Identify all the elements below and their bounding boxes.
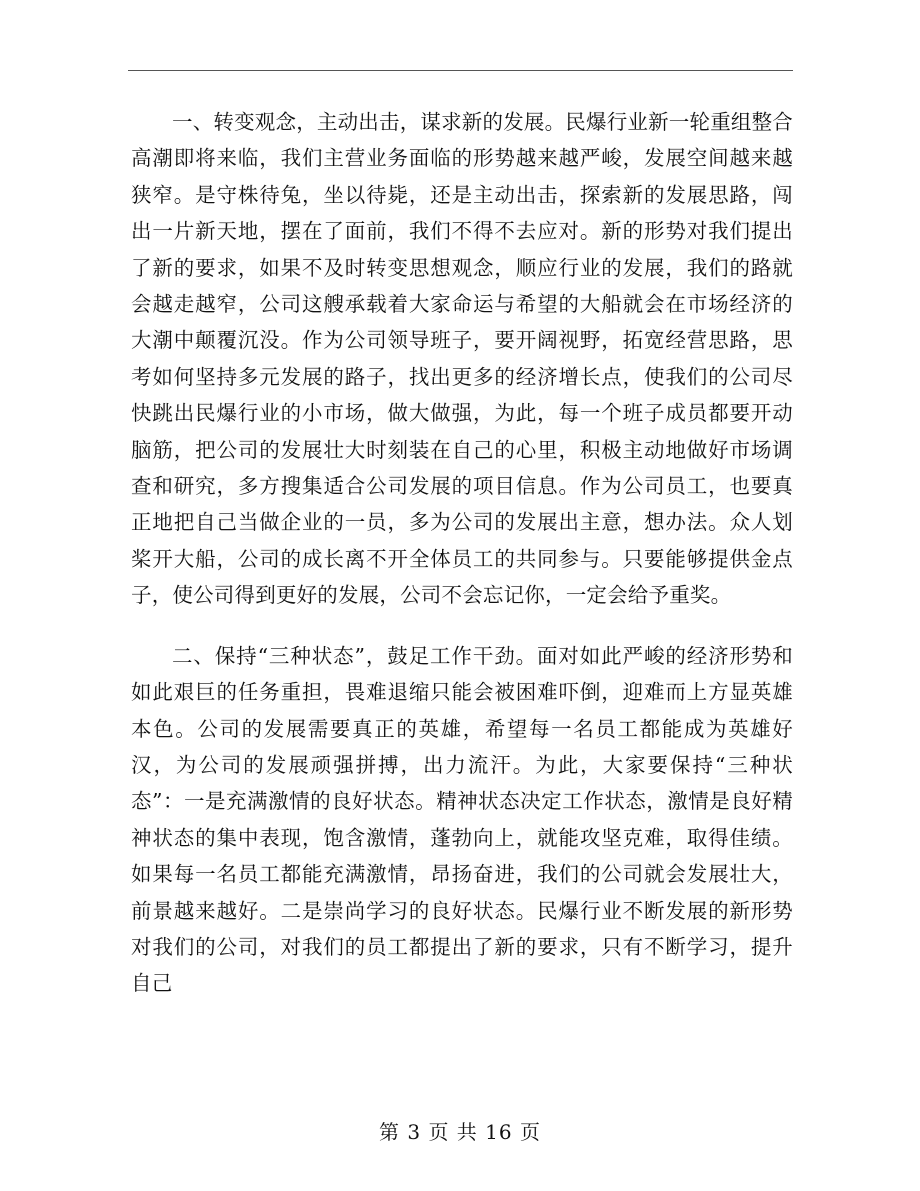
header-rule <box>128 70 793 71</box>
paragraph-2: 二、保持“三种状态”，鼓足工作干劲。面对如此严峻的经济形势和如此艰巨的任务重担，畏难退缩只能会被困难吓倒，迎难而上方显英雄本色。公司的发展需要真正的英雄，希望每一名员工都能成为英雄好汉，为公司的发展顽强拼搏，出力流汗。为此，大家要保持“三种状态”：一是充满激情的良好状态。精神状态决定工作状态，激情是良好精神状态的集中表现，饱含激情，蓬勃向上，就能攻坚克难，取得佳绩。如果每一名员工都能充满激情，昂扬奋进，我们的公司就会发展壮大，前景越来越好。二是崇尚学习的良好状态。民爆行业不断发展的新形势对我们的公司，对我们的员工都提出了新的要求，只有不断学习，提升自己 <box>131 643 793 996</box>
paragraph-1: 一、转变观念，主动出击，谋求新的发展。民爆行业新一轮重组整合高潮即将来临，我们主营业务面临的形势越来越严峻，发展空间越来越狭窄。是守株待兔，坐以待毙，还是主动出击，探索新的发展思路，闯出一片新天地，摆在了面前，我们不得不去应对。新的形势对我们提出了新的要求，如果不及时转变思想观念，顺应行业的发展，我们的路就会越走越窄，公司这艘承载着大家命运与希望的大船就会在市场经济的大潮中颠覆沉没。作为公司领导班子，要开阔视野，拓宽经营思路，思考如何坚持多元发展的路子，找出更多的经济增长点，使我们的公司尽快跳出民爆行业的小市场，做大做强，为此，每一个班子成员都要开动脑筋，把公司的发展壮大时刻装在自己的心里，积极主动地做好市场调查和研究，多方搜集适合公司发展的项目信息。作为公司员工，也要真正地把自己当做企业的一员，多为公司的发展出主意，想办法。众人划桨开大船，公司的成长离不开全体员工的共同参与。只要能够提供金点子，使公司得到更好的发展，公司不会忘记你，一定会给予重奖。 <box>131 110 793 608</box>
page-number: 第 3 页 共 16 页 <box>379 1120 541 1144</box>
document-body <box>131 104 793 1002</box>
